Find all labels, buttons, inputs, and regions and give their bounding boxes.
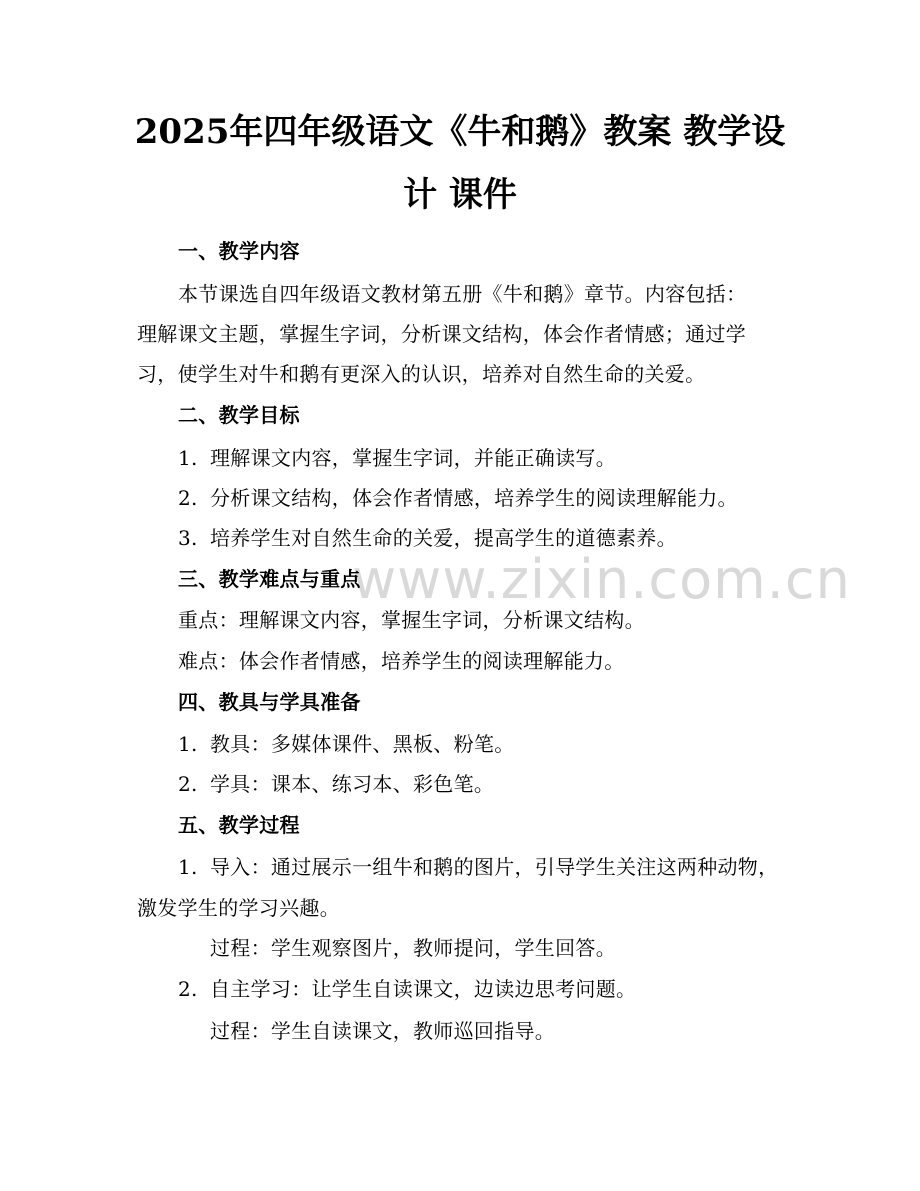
paragraph-line: 过程：学生自读课文，教师巡回指导。	[210, 1019, 556, 1043]
list-item	[178, 853, 778, 881]
section-heading-content: 一、教学内容	[178, 239, 300, 263]
list-item-number: 1.	[178, 855, 198, 879]
list-item-number: 2.	[178, 977, 198, 1001]
paragraph-line: 本节课选自四年级语文教材第五册《牛和鹅》章节。内容包括：	[178, 282, 747, 306]
list-item	[178, 975, 636, 1003]
section-heading-materials: 四、教具与学具准备	[178, 690, 361, 714]
paragraph-line: 理解课文主题，掌握生字词，分析课文结构，体会作者情感；通过学	[137, 322, 746, 346]
section-heading-process: 五、教学过程	[178, 813, 300, 837]
list-item	[178, 484, 738, 512]
list-item-text: 分析课文结构，体会作者情感，培养学生的阅读理解能力。	[210, 486, 738, 510]
list-item	[178, 730, 515, 758]
list-item-number: 2.	[178, 486, 198, 510]
paragraph-line: 难点：体会作者情感，培养学生的阅读理解能力。	[178, 649, 625, 673]
section-heading-objectives: 二、教学目标	[178, 403, 300, 427]
list-item-text: 培养学生对自然生命的关爱，提高学生的道德素养。	[210, 526, 677, 550]
list-item	[178, 444, 616, 472]
list-item-text: 导入：通过展示一组牛和鹅的图片，引导学生关注这两种动物，	[210, 855, 779, 879]
list-item-number: 3.	[178, 526, 198, 550]
list-item	[178, 524, 677, 552]
paragraph-line: 习，使学生对牛和鹅有更深入的认识，培养对自然生命的关爱。	[137, 362, 706, 386]
paragraph-line: 激发学生的学习兴趣。	[137, 896, 340, 920]
list-item-text: 学具：课本、练习本、彩色笔。	[210, 772, 495, 796]
section-heading-key-points: 三、教学难点与重点	[178, 567, 361, 591]
list-item-text: 教具：多媒体课件、黑板、粉笔。	[210, 732, 515, 756]
page-title-line-1: 2025年四年级语文《牛和鹅》教案 教学设	[134, 112, 786, 152]
list-item-text: 自主学习：让学生自读课文，边读边思考问题。	[210, 977, 637, 1001]
watermark: www.zixin.com.cn	[352, 548, 851, 611]
page-title-line-2: 计 课件	[403, 175, 517, 215]
paragraph-line: 重点：理解课文内容，掌握生字词，分析课文结构。	[178, 608, 645, 632]
list-item-text: 理解课文内容，掌握生字词，并能正确读写。	[210, 446, 616, 470]
list-item-number: 1.	[178, 732, 198, 756]
list-item-number: 1.	[178, 446, 198, 470]
paragraph-line: 过程：学生观察图片，教师提问，学生回答。	[210, 936, 616, 960]
list-item	[178, 770, 494, 798]
list-item-number: 2.	[178, 772, 198, 796]
